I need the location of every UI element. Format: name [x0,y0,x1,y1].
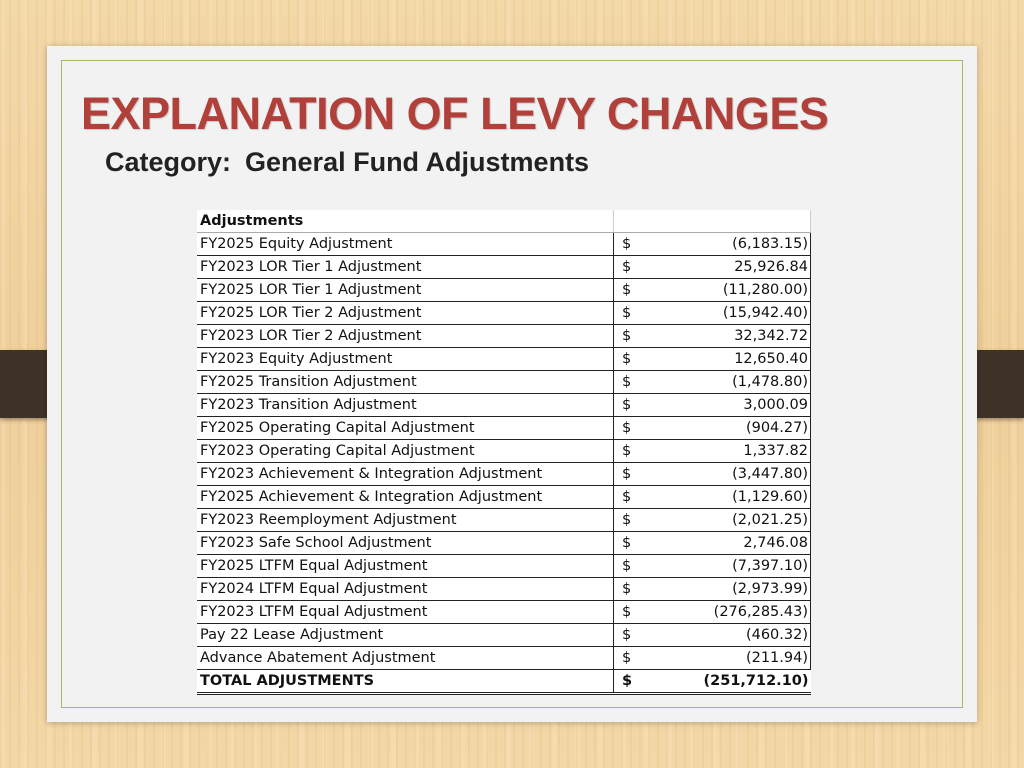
adjustment-amount: 3,000.09 [645,394,811,417]
currency-symbol: $ [614,647,646,670]
currency-symbol: $ [614,578,646,601]
adjustment-name: FY2025 Achievement & Integration Adjustment [197,486,614,509]
category-value: General Fund Adjustments [245,147,590,177]
adjustment-name: FY2023 Operating Capital Adjustment [197,440,614,463]
table-row [197,394,811,417]
adjustment-name: FY2023 Equity Adjustment [197,348,614,371]
table-row [197,509,811,532]
column-header-currency [614,210,646,233]
adjustment-name: FY2023 LOR Tier 2 Adjustment [197,325,614,348]
adjustment-amount: (3,447.80) [645,463,811,486]
adjustment-amount: (276,285.43) [645,601,811,624]
adjustment-name: FY2025 LTFM Equal Adjustment [197,555,614,578]
adjustment-name: FY2025 LOR Tier 1 Adjustment [197,279,614,302]
adjustment-amount: (11,280.00) [645,279,811,302]
adjustment-amount: (2,021.25) [645,509,811,532]
category-label: Category: [105,147,232,177]
table-row [197,578,811,601]
total-amount: (251,712.10) [645,670,811,694]
adjustment-amount: 12,650.40 [645,348,811,371]
column-header-amount [645,210,811,233]
currency-symbol: $ [614,532,646,555]
currency-symbol: $ [614,371,646,394]
adjustments-table [197,210,811,695]
table-row [197,555,811,578]
adjustment-amount: (6,183.15) [645,233,811,256]
currency-symbol: $ [614,601,646,624]
currency-symbol: $ [614,325,646,348]
adjustment-name: Advance Abatement Adjustment [197,647,614,670]
column-header-adjustments: Adjustments [197,210,614,233]
adjustment-amount: 25,926.84 [645,256,811,279]
adjustment-name: Pay 22 Lease Adjustment [197,624,614,647]
currency-symbol: $ [614,417,646,440]
currency-symbol: $ [614,440,646,463]
adjustment-amount: (1,129.60) [645,486,811,509]
table-header-row [197,210,811,233]
table-row [197,440,811,463]
page-title: EXPLANATION OF LEVY CHANGES [81,88,829,139]
currency-symbol: $ [614,279,646,302]
total-label: TOTAL ADJUSTMENTS [197,670,614,694]
adjustment-name: FY2025 Operating Capital Adjustment [197,417,614,440]
adjustment-amount: (211.94) [645,647,811,670]
table-row [197,371,811,394]
table-row [197,417,811,440]
table-row [197,486,811,509]
adjustment-amount: (1,478.80) [645,371,811,394]
total-currency-symbol: $ [614,670,646,694]
currency-symbol: $ [614,486,646,509]
total-row [197,670,811,694]
currency-symbol: $ [614,302,646,325]
adjustment-name: FY2023 Safe School Adjustment [197,532,614,555]
adjustment-name: FY2025 LOR Tier 2 Adjustment [197,302,614,325]
table-row [197,233,811,256]
currency-symbol: $ [614,555,646,578]
table-row [197,463,811,486]
table-row [197,647,811,670]
table-row [197,256,811,279]
currency-symbol: $ [614,463,646,486]
table-row [197,601,811,624]
currency-symbol: $ [614,256,646,279]
adjustment-amount: (904.27) [645,417,811,440]
adjustment-name: FY2023 LOR Tier 1 Adjustment [197,256,614,279]
category-subtitle [105,147,589,178]
adjustment-name: FY2023 Reemployment Adjustment [197,509,614,532]
table-row [197,302,811,325]
adjustment-name: FY2024 LTFM Equal Adjustment [197,578,614,601]
table-row [197,325,811,348]
currency-symbol: $ [614,348,646,371]
currency-symbol: $ [614,233,646,256]
adjustment-amount: (2,973.99) [645,578,811,601]
adjustment-amount: (460.32) [645,624,811,647]
table-row [197,532,811,555]
table-row [197,348,811,371]
currency-symbol: $ [614,624,646,647]
adjustment-name: FY2023 Achievement & Integration Adjustment [197,463,614,486]
adjustment-name: FY2023 LTFM Equal Adjustment [197,601,614,624]
adjustment-name: FY2025 Transition Adjustment [197,371,614,394]
slide-paper [47,46,977,722]
adjustment-name: FY2023 Transition Adjustment [197,394,614,417]
table-row [197,279,811,302]
currency-symbol: $ [614,509,646,532]
adjustment-amount: 32,342.72 [645,325,811,348]
adjustment-amount: 2,746.08 [645,532,811,555]
adjustment-amount: (7,397.10) [645,555,811,578]
currency-symbol: $ [614,394,646,417]
table-row [197,624,811,647]
adjustment-amount: (15,942.40) [645,302,811,325]
adjustment-amount: 1,337.82 [645,440,811,463]
adjustment-name: FY2025 Equity Adjustment [197,233,614,256]
